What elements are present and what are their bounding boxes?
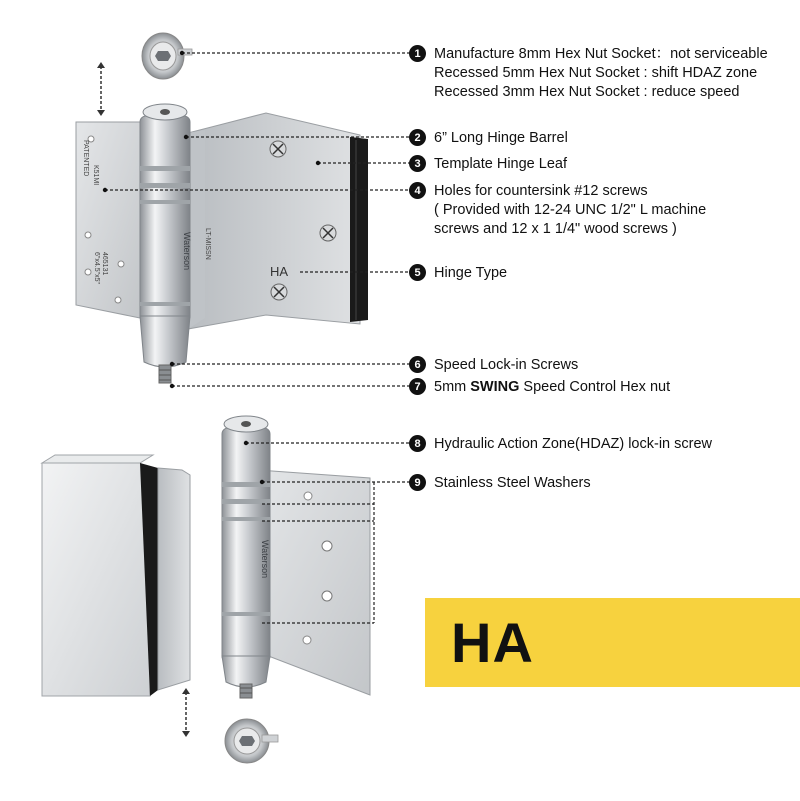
callout-line: Recessed 5mm Hex Nut Socket : shift HDAZ zone	[434, 65, 758, 81]
callout-text	[434, 378, 670, 397]
svg-text:465131: 465131	[101, 252, 108, 276]
callout-number: 1	[409, 45, 426, 62]
svg-text:Waterson: Waterson	[260, 540, 270, 579]
callout-line: Recessed 3mm Hex Nut Socket : reduce speed	[434, 84, 740, 100]
callout-bold-word: SWING	[470, 379, 520, 395]
callout-line: 6” Long Hinge Barrel	[434, 130, 568, 146]
callout-text	[434, 182, 706, 239]
callout-number: 7	[409, 378, 426, 395]
callout-number: 9	[409, 474, 426, 491]
callout-5	[409, 264, 507, 283]
callout-line: Holes for countersink #12 screws	[434, 183, 648, 199]
callout-line: Hydraulic Action Zone(HDAZ) lock-in screw	[434, 436, 712, 452]
callout-text	[434, 264, 507, 283]
callout-8	[409, 435, 712, 454]
bottom-hex-nut-socket	[225, 719, 278, 763]
leaf-type-mark: HA	[270, 264, 289, 279]
callout-text	[434, 155, 567, 174]
callout-number: 6	[409, 356, 426, 373]
callout-1	[409, 45, 768, 102]
callout-line: 5mm	[434, 379, 471, 395]
callout-line: Speed Lock-in Screws	[434, 357, 579, 373]
top-hex-nut-socket	[142, 33, 192, 79]
callout-9	[409, 474, 591, 493]
callout-4	[409, 182, 706, 239]
callout-text	[434, 474, 591, 493]
adjust-arrow-icon	[182, 688, 190, 737]
hinge-type-badge	[425, 598, 800, 687]
svg-text:Waterson: Waterson	[182, 232, 192, 271]
hinge-type-badge-text: HA	[451, 611, 534, 674]
callout-number: 5	[409, 264, 426, 281]
callout-number: 2	[409, 129, 426, 146]
bottom-glass-clamp	[42, 455, 190, 696]
svg-text:6"x4.5"x5": 6"x4.5"x5"	[93, 252, 100, 284]
callout-3	[409, 155, 567, 174]
callout-line: Manufacture 8mm Hex Nut Socket：not serviceable	[434, 46, 768, 62]
screw-icon	[271, 284, 287, 300]
adjust-arrow-icon	[97, 62, 105, 116]
svg-text:LT-MISSN: LT-MISSN	[204, 228, 211, 260]
top-hinge-barrel	[140, 104, 192, 383]
callout-line: Hinge Type	[434, 265, 508, 281]
callout-line: Stainless Steel Washers	[434, 475, 591, 491]
callout-number: 8	[409, 435, 426, 452]
callout-line: Speed Control Hex nut	[519, 379, 671, 395]
bottom-hinge-barrel	[222, 416, 270, 698]
callout-text	[434, 129, 568, 148]
callout-number: 4	[409, 182, 426, 199]
callout-text	[434, 45, 768, 102]
callout-line: screws and 12 x 1 1/4" wood screws )	[434, 221, 677, 237]
top-template-leaf	[188, 113, 368, 329]
callout-text	[434, 435, 712, 454]
screw-icon	[320, 225, 336, 241]
callout-6	[409, 356, 578, 375]
callout-7	[409, 378, 670, 397]
callout-number: 3	[409, 155, 426, 172]
svg-text:K51MI: K51MI	[92, 165, 99, 186]
callout-2	[409, 129, 568, 148]
screw-icon	[270, 141, 286, 157]
callout-line: Template Hinge Leaf	[434, 156, 567, 172]
callout-line: ( Provided with 12-24 UNC 1/2" L machine	[434, 202, 707, 218]
callout-text	[434, 356, 578, 375]
svg-text:PATENTED: PATENTED	[82, 140, 89, 177]
